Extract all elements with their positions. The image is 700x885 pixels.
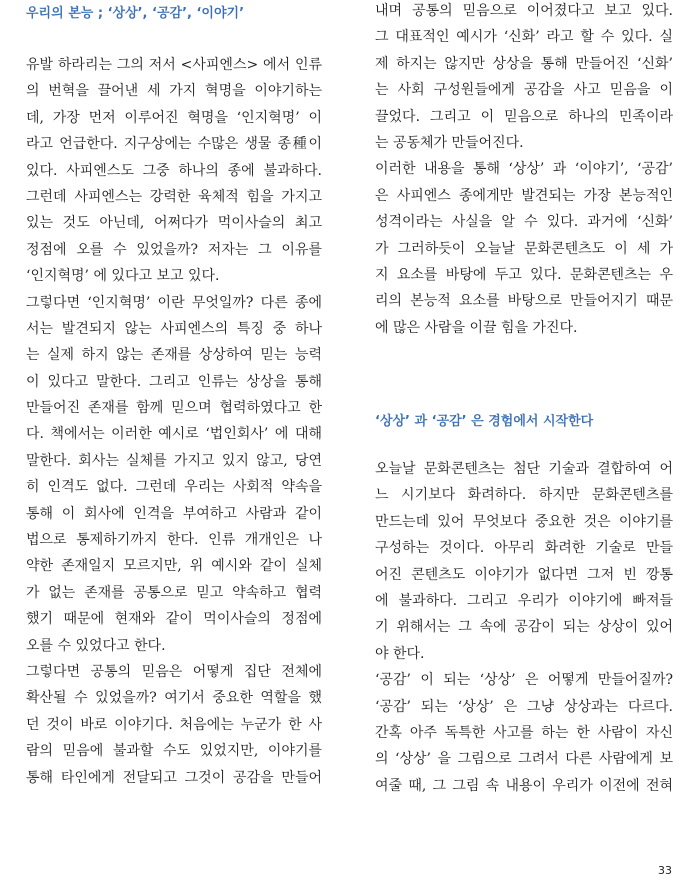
page-number: 33 — [658, 864, 672, 877]
text-line: 은 사피엔스 종에게만 발견되는 가장 본능적인 — [375, 187, 673, 204]
text-line: 가 없는 존재를 공통으로 믿고 약속하고 협력 — [26, 584, 322, 601]
text-line: 이 있다고 말한다. 그리고 인류는 상상을 통해 — [26, 373, 322, 390]
text-line: 만드는데 있어 무엇보다 중요한 것은 이야기를 — [375, 513, 673, 530]
text-line: 간혹 아주 독특한 사고를 하는 한 사람이 자신 — [375, 724, 673, 741]
section-heading-instinct: 우리의 본능 ; ‘상상’, ‘공감’, ‘이야기’ — [26, 6, 245, 21]
text-line: 구성하는 것이다. 아무리 화려한 기술로 만들 — [375, 540, 673, 557]
text-line: 람의 믿음에 불과할 수도 있었지만, 이야기를 — [26, 743, 322, 760]
text-line: 기 위해서는 그 속에 공감이 되는 상상이 있어 — [375, 619, 673, 636]
text-line: 그렇다면 공통의 믿음은 어떻게 집단 전체에 — [26, 663, 322, 680]
section-heading-experience: ‘상상’ 과 ‘공감’ 은 경험에서 시작한다 — [375, 414, 594, 429]
text-line: 의 번혁을 끌어낸 세 가지 혁명을 이야기하는 — [26, 83, 322, 100]
text-line: 는 공동체가 만들어진다. — [375, 134, 524, 151]
text-line: 에 불과하다. 그리고 우리가 이야기에 빠져들 — [375, 592, 673, 609]
text-line: 이러한 내용을 통해 ‘상상’ 과 ‘이야기’, ‘공감’ — [375, 161, 673, 178]
text-line: ‘공감’ 이 되는 ‘상상’ 은 어떻게 만들어질까? — [375, 672, 673, 689]
text-line: 약한 존재일지 모르지만, 위 예시와 같이 실체 — [26, 558, 322, 575]
left-paragraph-1 — [26, 52, 322, 791]
text-line: 정점에 오를 수 있었을까? 저자는 그 이유를 — [26, 241, 322, 258]
text-line: 했기 때문에 현재와 같이 먹이사슬의 정점에 — [26, 611, 322, 628]
text-line: 오를 수 있었다고 한다. — [26, 637, 166, 654]
text-line: 있는 것도 아닌데, 어쩌다가 먹이사슬의 최고 — [26, 215, 322, 232]
text-line: 야 한다. — [375, 645, 425, 662]
right-paragraphs-top — [375, 0, 673, 341]
text-line: 그 대표적인 예시가 ‘신화’ 라고 할 수 있다. 실 — [375, 29, 673, 46]
text-line: 라고 언급한다. 지구상에는 수많은 생물 종種이 — [26, 136, 322, 153]
text-line: 말한다. 회사는 실체를 가지고 있지 않고, 당연 — [26, 452, 322, 469]
text-line: 내며 공통의 믿음으로 이어졌다고 보고 있다. — [375, 3, 673, 19]
text-line: 에 많은 사람을 이끌 힘을 가진다. — [375, 319, 578, 336]
text-line: 는 실제 하지 않는 존재를 상상하여 믿는 능력 — [26, 347, 322, 364]
text-line: 확산될 수 있었을까? 여기서 중요한 역할을 했 — [26, 690, 322, 707]
text-line: 지 요소를 바탕에 두고 있다. 문화콘텐츠는 우 — [375, 266, 673, 283]
text-line: 끌었다. 그리고 이 믿음으로 하나의 민족이라 — [375, 108, 673, 125]
text-line: 느 시기보다 화려하다. 하지만 문화콘텐츠를 — [375, 487, 673, 504]
text-line: 그런데 사피엔스는 강력한 육체적 힘을 가지고 — [26, 188, 322, 205]
text-line: 다. 책에서는 이러한 예시로 ‘법인회사’ 에 대해 — [26, 426, 322, 443]
text-line: 통해 타인에게 전달되고 그것이 공감을 만들어 — [26, 769, 322, 786]
text-line: 리의 본능적 요소를 바탕으로 만들어지기 때문 — [375, 293, 673, 310]
text-line: 만들어진 존재를 함께 믿으며 협력하였다고 한 — [26, 400, 322, 417]
text-line: 서는 발견되지 않는 사피엔스의 특징 중 하나 — [26, 320, 322, 337]
text-line: 데, 가장 먼저 이루어진 혁명을 ‘인지혁명’ 이 — [26, 109, 322, 126]
text-line: 법으로 통제하기까지 한다. 인류 개개인은 나 — [26, 532, 322, 549]
text-line: 가 그러하듯이 오늘날 문화콘텐츠도 이 세 가 — [375, 240, 673, 257]
text-line: 있다. 사피엔스도 그중 하나의 종에 불과하다. — [26, 162, 322, 179]
text-line: ‘공감’ 되는 ‘상상’ 은 그냥 상상과는 다르다. — [375, 698, 673, 715]
right-paragraphs-bottom — [375, 456, 673, 799]
text-line: 성격이라는 사실을 알 수 있다. 과거에 ‘신화’ — [375, 214, 673, 231]
text-line: 통해 이 회사에 인격을 부여하고 사람과 같이 — [26, 505, 322, 522]
text-line: 유발 하라리는 그의 저서 <사피엔스> 에서 인류 — [26, 57, 322, 73]
text-line: 오늘날 문화콘텐츠는 첨단 기술과 결합하여 어 — [375, 461, 673, 477]
text-line: 제 하지는 않지만 상상을 통해 만들어진 ‘신화’ — [375, 55, 673, 72]
text-line: 여줄 때, 그 그림 속 내용이 우리가 이전에 전혀 — [375, 777, 673, 794]
text-line: 어진 콘텐츠도 이야기가 없다면 그저 빈 깡통 — [375, 566, 673, 583]
text-line: 히 인격도 없다. 그런데 우리는 사회적 약속을 — [26, 479, 322, 496]
text-line: 그렇다면 ‘인지혁명’ 이란 무엇일까? 다른 종에 — [26, 294, 322, 311]
text-line: 는 사회 구성원들에게 공감을 사고 믿음을 이 — [375, 82, 673, 99]
text-line: 던 것이 바로 이야기다. 처음에는 누군가 한 사 — [26, 716, 322, 733]
text-line: ‘인지혁명’ 에 있다고 보고 있다. — [26, 268, 220, 285]
text-line: 의 ‘상상’ 을 그림으로 그려서 다른 사람에게 보 — [375, 751, 673, 768]
